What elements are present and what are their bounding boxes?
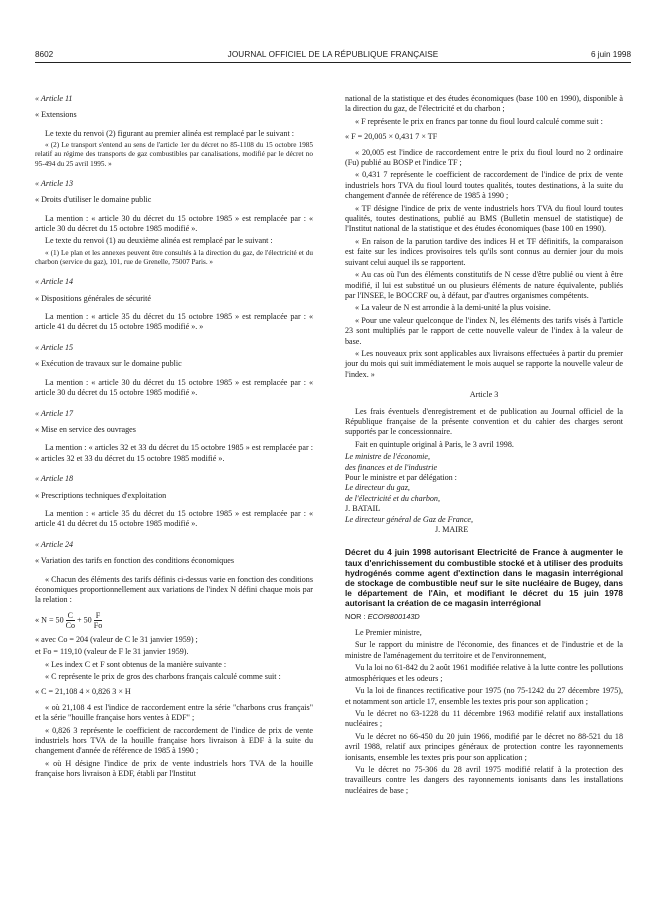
paragraph: « TF désigne l'indice de prix de vente industriels hors TVA du fioul lourd toutes qualités, toutes destinations, publié au BMS (Bulletin mensuel de statistique) de l'Institut national de la statistique et des études économiques (base 100 en 1990). (345, 203, 623, 234)
page-header (35, 48, 631, 63)
paragraph: Fait en quintuple original à Paris, le 3 avril 1998. (355, 439, 514, 449)
paragraph: Vu la loi de finances rectificative pour 1975 (no 75-1242 du 27 décembre 1975), et notamment son article 17, ensemble les textes pris pour son application ; (345, 686, 623, 706)
paragraph: Sur le rapport du ministre de l'économie, des finances et de l'industrie et de la ministre de l'aménagement du territoire et de l'environnement, (345, 640, 623, 660)
paragraph: « En raison de la parution tardive des indices H et TF définitifs, la comparaison est faite sur les indices provisoires tels qu'ils sont connus au dernier jour du mois suivant celui auquel ils se rapportent. (345, 236, 623, 267)
paragraph: La mention : « article 35 du décret du 15 octobre 1985 » est remplacée par : « article 41 du décret du 15 octobre 1985 modifié ». » (35, 312, 313, 332)
paragraph: « 0,826 3 représente le coefficient de raccordement de l'indice de prix de vente industriels hors TVA de la houille française hors livraison à EDF à la suite du changement d'année de référence de 1985 à 1990 ; (35, 725, 313, 756)
article-title: « Extensions (35, 110, 77, 120)
article-heading: « Article 14 (35, 277, 74, 287)
paragraph: « Les nouveaux prix sont applicables aux livraisons effectuées à partir du premier jour du mois qui suit immédiatement le mois auquel se rapporte la nouvelle valeur de l'index. » (345, 348, 623, 379)
decree-title: Décret du 4 juin 1998 autorisant Electricité de France à augmenter le taux d'enrichissement du combustible stocké et à utiliser des produits hydrogénés comme agent d'extinction dans le magasin interrégional de stockage de combustible neuf sur le site nucléaire de Bugey, dans le département de l'Ain, et modifiant le décret du 15 juin 1978 autorisant la création de ce magasin interrégional (345, 547, 623, 609)
right-column (345, 94, 623, 798)
paragraph: La mention : « article 35 du décret du 15 octobre 1985 » est remplacée par : « article 41 du décret du 15 octobre 1985 modifié ». (35, 508, 313, 529)
fraction-f-denominator: Fo (93, 620, 103, 630)
paragraph: Vu le décret no 66-450 du 20 juin 1966, modifié par le décret no 88-521 du 18 avril 1988, relatif aux principes généraux de protection contre les rayonnements ionisants, ensemble les textes pris pour son application ; (345, 731, 623, 762)
article-title: « Dispositions générales de sécurité (35, 293, 151, 303)
paragraph: « Chacun des éléments des tarifs définis ci-dessus varie en fonction des conditions économiques proportionnellement aux variations de l'index N défini chaque mois par la relation : (35, 574, 313, 605)
nor-label: NOR : (345, 611, 366, 621)
paragraph: « (2) Le transport s'entend au sens de l'article 1er du décret no 85-1108 du 15 octobre 1985 relatif au régime des transports de gaz combustibles par canalisations, modifié par le décret no 95-494 du 25 avril 1995. » (35, 141, 313, 168)
paragraph: « 0,431 7 représente le coefficient de raccordement de l'indice de prix de vente industriels hors TVA du fioul lourd toutes qualités, toutes destinations, à la suite du changement d'année de référence de 1985 à 1990 ; (345, 170, 623, 201)
article-heading: « Article 15 (35, 342, 74, 352)
paragraph: « (1) Le plan et les annexes peuvent être consultés à la direction du gaz, de l'électricité et du charbon (service du gaz), 101, rue de Grenelle, 75007 Paris. » (35, 248, 313, 267)
article-heading: « Article 18 (35, 474, 74, 484)
formula-n-lhs: « N = 50 (35, 615, 64, 625)
signatory-name: J. MAIRE (435, 525, 469, 535)
left-column (35, 94, 313, 782)
paragraph: Le Premier ministre, (355, 628, 422, 638)
fraction-c-numerator: C (67, 610, 73, 620)
article-heading: « Article 11 (35, 94, 73, 103)
paragraph: « F représente le prix en francs par tonne du fioul lourd calculé comme suit : (355, 116, 603, 126)
nor-code: ECOI9800143D (367, 611, 420, 621)
fraction-c-denominator: Co (65, 620, 75, 630)
signature-line: Le directeur du gaz, (345, 483, 410, 493)
formula-n (35, 611, 313, 630)
paragraph: La mention : « articles 32 et 33 du décret du 15 octobre 1985 » est remplacée par : « articles 32 et 33 du décret du 15 octobre 1985 modifié ». (35, 443, 313, 463)
paragraph: « C représente le prix de gros des charbons français calculé comme suit : (45, 672, 281, 682)
paragraph: « où H désigne l'indice de prix de vente industriels hors TVA de la houille française hors livraison à EDF, établi par l'Institut (35, 758, 313, 779)
paragraph: Vu la loi no 61-842 du 2 août 1961 modifiée relative à la lutte contre les pollutions atmosphériques et les odeurs ; (345, 663, 623, 683)
formula-c: « C = 21,108 4 × 0,826 3 × H (35, 687, 131, 697)
formula-n-plus: + 50 (77, 615, 92, 625)
fraction-f-numerator: F (95, 610, 101, 620)
signature-line: Le ministre de l'économie, (345, 452, 431, 462)
journal-title: JOURNAL OFFICIEL DE LA RÉPUBLIQUE FRANÇAISE (227, 50, 439, 59)
article-title: « Variation des tarifs en fonction des conditions économiques (35, 556, 235, 566)
paragraph: « où 21,108 4 est l'indice de raccordement entre la série "charbons crus français" et la série "houille française hors ventes à EDF" ; (35, 702, 313, 723)
formula-f: « F = 20,005 × 0,431 7 × TF (345, 132, 438, 142)
paragraph: « Au cas où l'un des éléments constitutifs de N cesse d'être publié ou vient à être modifié, il lui est substitué un ou plusieurs éléments de nature équivalente, publiés par l'INSEE, le BOCCRF ou, à défaut, par d'autres organismes compétents. (345, 270, 623, 300)
fraction-c (66, 611, 75, 630)
paragraph: Le texte du renvoi (1) au deuxième alinéa est remplacé par le suivant : (45, 236, 273, 246)
article-title: « Prescriptions techniques d'exploitation (35, 490, 167, 500)
article-title: « Mise en service des ouvrages (35, 424, 136, 434)
article-heading: « Article 24 (35, 539, 74, 549)
signature-line: de l'électricité et du charbon, (345, 493, 441, 503)
fraction-f (94, 611, 102, 630)
paragraph: « La valeur de N est arrondie à la demi-unité la plus voisine. (355, 303, 551, 313)
article-heading: « Article 17 (35, 408, 74, 418)
paragraph: « 20,005 est l'indice de raccordement entre le prix du fioul lourd no 2 ordinaire (Fu) publié au BOSP et l'indice TF ; (345, 147, 623, 168)
paragraph: et Fo = 119,10 (valeur de F le 31 janvier 1959). (35, 647, 189, 657)
page-number: 8602 (35, 50, 54, 59)
signature-line: Pour le ministre et par délégation : (345, 473, 457, 482)
issue-date: 6 juin 1998 (590, 50, 631, 59)
signature-line: des finances et de l'industrie (345, 462, 438, 472)
paragraph: national de la statistique et des études économiques (base 100 en 1990), disponible à la direction du gaz, de l'électricité et du charbon ; (345, 94, 623, 114)
article-title: « Droits d'utiliser le domaine public (35, 195, 152, 205)
paragraph: « Les index C et F sont obtenus de la manière suivante : (45, 659, 227, 669)
nor-reference (345, 612, 623, 622)
article-heading: « Article 13 (35, 178, 74, 188)
paragraph: Les frais éventuels d'enregistrement et de publication au Journal officiel de la République française de la présente convention et du cahier des charges seront supportés par le concessionnaire. (345, 406, 623, 437)
paragraph: Le texte du renvoi (2) figurant au premier alinéa est remplacé par le suivant : (45, 128, 295, 138)
signature-line: Le directeur général de Gaz de France, (345, 514, 474, 524)
paragraph: Vu le décret no 63-1228 du 11 décembre 1963 modifié relatif aux installations nucléaires ; (345, 708, 623, 729)
paragraph: Vu le décret no 75-306 du 28 avril 1975 modifié relatif à la protection des travailleurs contre les dangers des rayonnements ionisants dans les installations nucléaires de base ; (345, 764, 623, 795)
article-title: « Exécution de travaux sur le domaine public (35, 359, 182, 369)
paragraph: La mention : « article 30 du décret du 15 octobre 1985 » est remplacée par : « article 30 du décret du 15 octobre 1985 modifié ». (35, 213, 313, 234)
paragraph: La mention : « article 30 du décret du 15 octobre 1985 » est remplacée par : « article 30 du décret du 15 octobre 1985 modifié ». (35, 377, 313, 398)
paragraph: « Pour une valeur quelconque de l'index N, les éléments des tarifs visés à l'article 23 sont multipliés par le rapport de cette nouvelle valeur de l'index à la valeur de base. (345, 315, 623, 346)
signatory-name: J. BATAIL (345, 504, 381, 514)
paragraph: « avec Co = 204 (valeur de C le 31 janvier 1959) ; (35, 634, 198, 644)
article-heading: Article 3 (469, 390, 499, 400)
